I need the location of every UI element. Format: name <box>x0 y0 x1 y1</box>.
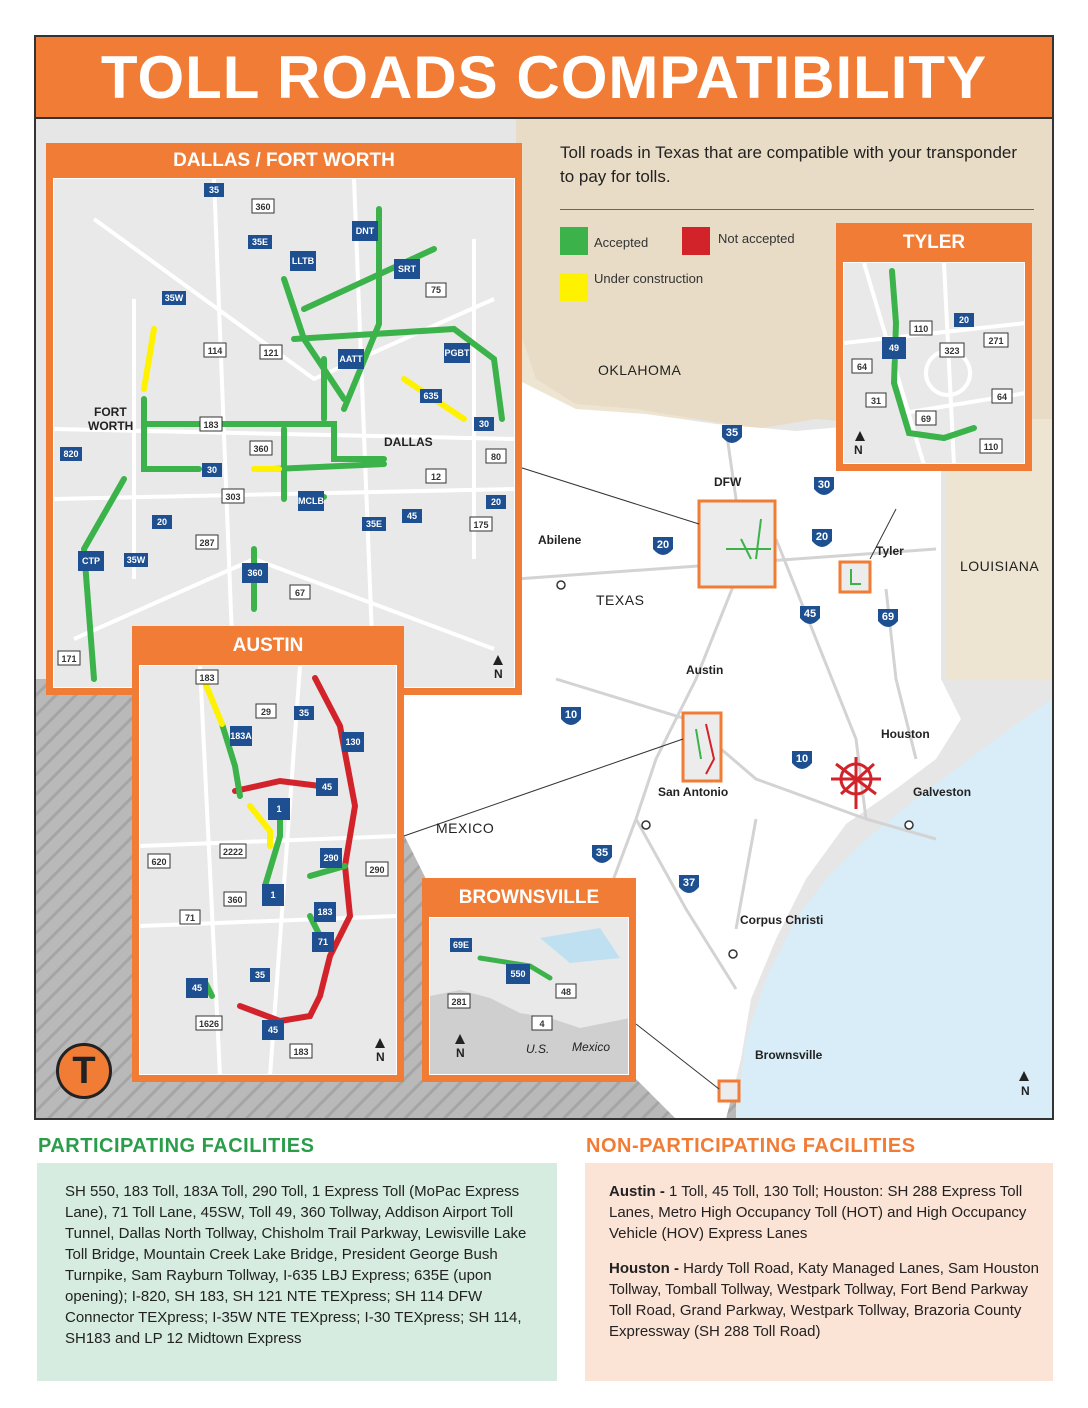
label-louisiana: LOUISIANA <box>960 558 1040 574</box>
austin-shield-3: 35 <box>298 708 310 718</box>
austin-inset <box>132 626 404 1082</box>
label-corpus-christi: Corpus Christi <box>740 913 824 927</box>
label-san-antonio: San Antonio <box>658 785 729 799</box>
i69-shield: 69 <box>881 611 895 623</box>
austin-shield-4: 183A <box>230 731 252 741</box>
brownsville-inset-title: BROWNSVILLE <box>458 887 600 908</box>
dfw-shield-22: MCLB <box>298 496 324 506</box>
dfw-shield-17: 80 <box>490 452 502 462</box>
dfw-shield-18: 820 <box>63 449 79 459</box>
austin-shield-17: 35 <box>254 970 266 980</box>
tyler-shield-7: 64 <box>996 392 1008 402</box>
i30-shield: 30 <box>817 479 831 491</box>
dfw-shield-21: 12 <box>430 472 442 482</box>
page-title: TOLL ROADS COMPATIBILITY <box>100 44 988 111</box>
legend-accepted-swatch <box>560 227 588 255</box>
tyler-locator <box>840 562 870 592</box>
brownsville-label-mexico: Mexico <box>572 1040 611 1054</box>
houston-entry-label: Houston - <box>609 1260 679 1277</box>
participating-text: SH 550, 183 Toll, 183A Toll, 290 Toll, 1 Express Toll (MoPac Express Lane), 71 Toll Lane, 45SW, Toll 49, 360 Tollway, Addison Airport Toll Tunnel, Dallas North Tollway, Chisholm Trail Parkway, Lewisville Lake Toll Bridge, Mountain Creek Lake Bridge, President George Bush Turnpike, Sam Rayburn Tollway, I-635 LBJ Express; 635E (upon opening); I-820, SH 183, SH 121 NTE TEXpress; SH 114 DFW Connector TEXpress; I-35W NTE TEXpress; I-30 TEXpress; SH 114, SH183 and LP 12 Midtown Express <box>65 1183 527 1347</box>
dfw-shield-6: SRT <box>398 264 416 274</box>
dfw-shield-3: 35E <box>251 237 269 247</box>
austin-inset-title: AUSTIN <box>232 635 304 656</box>
austin-shield-13: 290 <box>369 865 385 875</box>
houston-entry <box>609 1258 1039 1342</box>
dfw-shield-13: 635 <box>423 391 439 401</box>
austin-shield-16: 71 <box>317 937 329 947</box>
label-houston: Houston <box>881 727 930 741</box>
dfw-shield-20: 303 <box>225 492 241 502</box>
austin-locator <box>683 713 721 781</box>
dfw-city-worth: WORTH <box>88 419 134 433</box>
austin-shield-1: 183 <box>199 673 215 683</box>
austin-shield-10: 620 <box>151 857 167 867</box>
north-label-main: N <box>1021 1084 1030 1098</box>
dfw-city-dallas: DALLAS <box>384 435 433 449</box>
dfw-inset-title: DALLAS / FORT WORTH <box>173 150 395 171</box>
dfw-shield-15: 360 <box>253 444 269 454</box>
austin-shield-8: 2222 <box>222 847 244 857</box>
austin-shield-6: 45 <box>321 782 333 792</box>
brownsville-shield-3: 48 <box>560 987 572 997</box>
legend-not-accepted-swatch <box>682 227 710 255</box>
austin-inset-map <box>139 665 397 1075</box>
dfw-shield-11: AATT <box>339 354 363 364</box>
dfw-shield-24: 20 <box>490 497 502 507</box>
i37-shield: 37 <box>682 877 696 889</box>
brownsville-shield-1: 69E <box>452 940 470 950</box>
brownsville-shield-4: 281 <box>451 997 467 1007</box>
participating-box <box>37 1163 557 1381</box>
tyler-shield-3: 271 <box>988 336 1004 346</box>
dfw-shield-12: PGBT <box>444 348 470 358</box>
dfw-shield-28: CTP <box>82 556 100 566</box>
intro-text: Toll roads in Texas that are compatible with your transponder to pay for tolls. <box>560 143 1018 186</box>
brownsville-inset-map <box>429 917 629 1075</box>
label-austin: Austin <box>686 663 724 677</box>
austin-shield-21: 183 <box>293 1047 309 1057</box>
label-dfw: DFW <box>714 475 742 489</box>
label-texas: TEXAS <box>596 592 645 608</box>
tyler-shield-10: 110 <box>983 442 999 452</box>
dfw-city-fort: FORT <box>94 405 127 419</box>
austin-shield-14: 183 <box>317 907 333 917</box>
dfw-shield-25: 35E <box>365 519 383 529</box>
legend-divider <box>560 209 1034 210</box>
dfw-north-label: N <box>494 667 503 681</box>
label-tyler: Tyler <box>876 544 904 558</box>
dfw-shield-26: 45 <box>406 511 418 521</box>
i35-shield-south: 35 <box>595 847 609 859</box>
brownsville-inset <box>422 878 636 1082</box>
austin-shield-15: 71 <box>184 913 196 923</box>
brownsville-shield-5: 4 <box>539 1019 545 1029</box>
dfw-shield-32: 67 <box>294 588 306 598</box>
title-bar <box>36 37 1052 119</box>
dfw-shield-27: 175 <box>473 520 489 530</box>
dfw-shield-23: 20 <box>156 517 168 527</box>
dfw-shield-5: DNT <box>355 226 375 236</box>
tyler-shield-5: 323 <box>944 346 960 356</box>
dfw-shield-33: 171 <box>61 654 77 664</box>
austin-shield-19: 1626 <box>198 1019 220 1029</box>
dfw-shield-31: 360 <box>247 568 263 578</box>
legend-construction-label: Under construction <box>594 271 704 286</box>
i10-shield-east: 10 <box>795 753 809 765</box>
dfw-shield-19: 30 <box>206 465 218 475</box>
austin-entry-text: 1 Toll, 45 Toll, 130 Toll; Houston: SH 288 Express Toll Lanes, Metro High Occupancy Toll (HOT) and High Occupancy Vehicle (HOV) Express Lanes <box>609 1183 1027 1242</box>
non-participating-content <box>609 1181 1039 1356</box>
austin-shield-9: 290 <box>323 853 339 863</box>
brownsville-locator <box>719 1081 739 1101</box>
dfw-shield-8: 35W <box>164 293 184 303</box>
tyler-inset-title: TYLER <box>902 232 966 253</box>
austin-entry-label: Austin - <box>609 1183 665 1200</box>
dfw-shield-4: LLTB <box>291 256 315 266</box>
austin-shield-11: 360 <box>227 895 243 905</box>
tyler-shield-1: 20 <box>958 315 970 325</box>
houston-entry-text: Hardy Toll Road, Katy Managed Lanes, Sam Houston Tollway, Tomball Tollway, Westpark Tollway, Fort Bend Parkway Toll Road, Grand Parkway, Westpark Tollway, Brazoria County Expressway (SH 288 Toll Road) <box>609 1260 1039 1340</box>
dfw-shield-14: 183 <box>203 420 219 430</box>
tyler-inset <box>836 223 1032 471</box>
map-frame <box>34 35 1054 1120</box>
t-logo-letter: T <box>72 1050 96 1092</box>
non-participating-heading: NON-PARTICIPATING FACILITIES <box>586 1135 916 1157</box>
dfw-shield-2: 360 <box>255 202 271 212</box>
i20-shield-west: 20 <box>656 539 670 551</box>
dfw-shield-7: 75 <box>430 285 442 295</box>
dfw-shield-16: 30 <box>478 419 490 429</box>
brownsville-label-us: U.S. <box>526 1042 550 1056</box>
dfw-shield-30: 287 <box>199 538 215 548</box>
dfw-locator <box>699 501 775 587</box>
tyler-north-label: N <box>854 443 863 457</box>
tyler-inset-map <box>843 262 1025 464</box>
austin-shield-5: 130 <box>345 737 361 747</box>
t-logo <box>56 1043 112 1099</box>
legend-not-accepted-label: Not accepted <box>718 231 795 246</box>
legend <box>560 227 850 317</box>
austin-shield-7: 1 <box>276 804 282 814</box>
austin-entry <box>609 1181 1039 1244</box>
tyler-shield-6: 64 <box>856 362 868 372</box>
austin-shield-12: 1 <box>270 890 276 900</box>
label-abilene: Abilene <box>538 533 582 547</box>
austin-north-label: N <box>376 1050 385 1064</box>
i20-shield-east: 20 <box>815 531 829 543</box>
legend-accepted-label: Accepted <box>594 235 649 250</box>
tyler-shield-2: 110 <box>913 324 929 334</box>
dfw-shield-9: 114 <box>207 346 223 356</box>
dfw-inset <box>46 143 522 695</box>
austin-shield-18: 45 <box>191 983 203 993</box>
tyler-shield-9: 69 <box>920 414 932 424</box>
i45-shield: 45 <box>803 608 817 620</box>
dfw-shield-1: 35 <box>208 185 220 195</box>
dfw-inset-map <box>53 178 515 688</box>
non-participating-box <box>585 1163 1053 1381</box>
i35-shield: 35 <box>725 427 739 439</box>
label-galveston: Galveston <box>913 785 972 799</box>
label-brownsville: Brownsville <box>755 1048 823 1062</box>
tyler-shield-8: 31 <box>870 396 882 406</box>
label-oklahoma: OKLAHOMA <box>598 362 682 378</box>
dfw-shield-29: 35W <box>126 555 146 565</box>
dfw-shield-10: 121 <box>263 348 279 358</box>
legend-construction-swatch <box>560 273 588 301</box>
brownsville-north-label: N <box>456 1046 465 1060</box>
brownsville-shield-2: 550 <box>510 969 526 979</box>
i10-shield-west: 10 <box>564 709 578 721</box>
label-mexico: MEXICO <box>436 820 495 836</box>
participating-heading: PARTICIPATING FACILITIES <box>38 1135 315 1157</box>
austin-shield-20: 45 <box>267 1025 279 1035</box>
austin-shield-2: 29 <box>260 707 272 717</box>
tyler-shield-4: 49 <box>888 343 900 353</box>
